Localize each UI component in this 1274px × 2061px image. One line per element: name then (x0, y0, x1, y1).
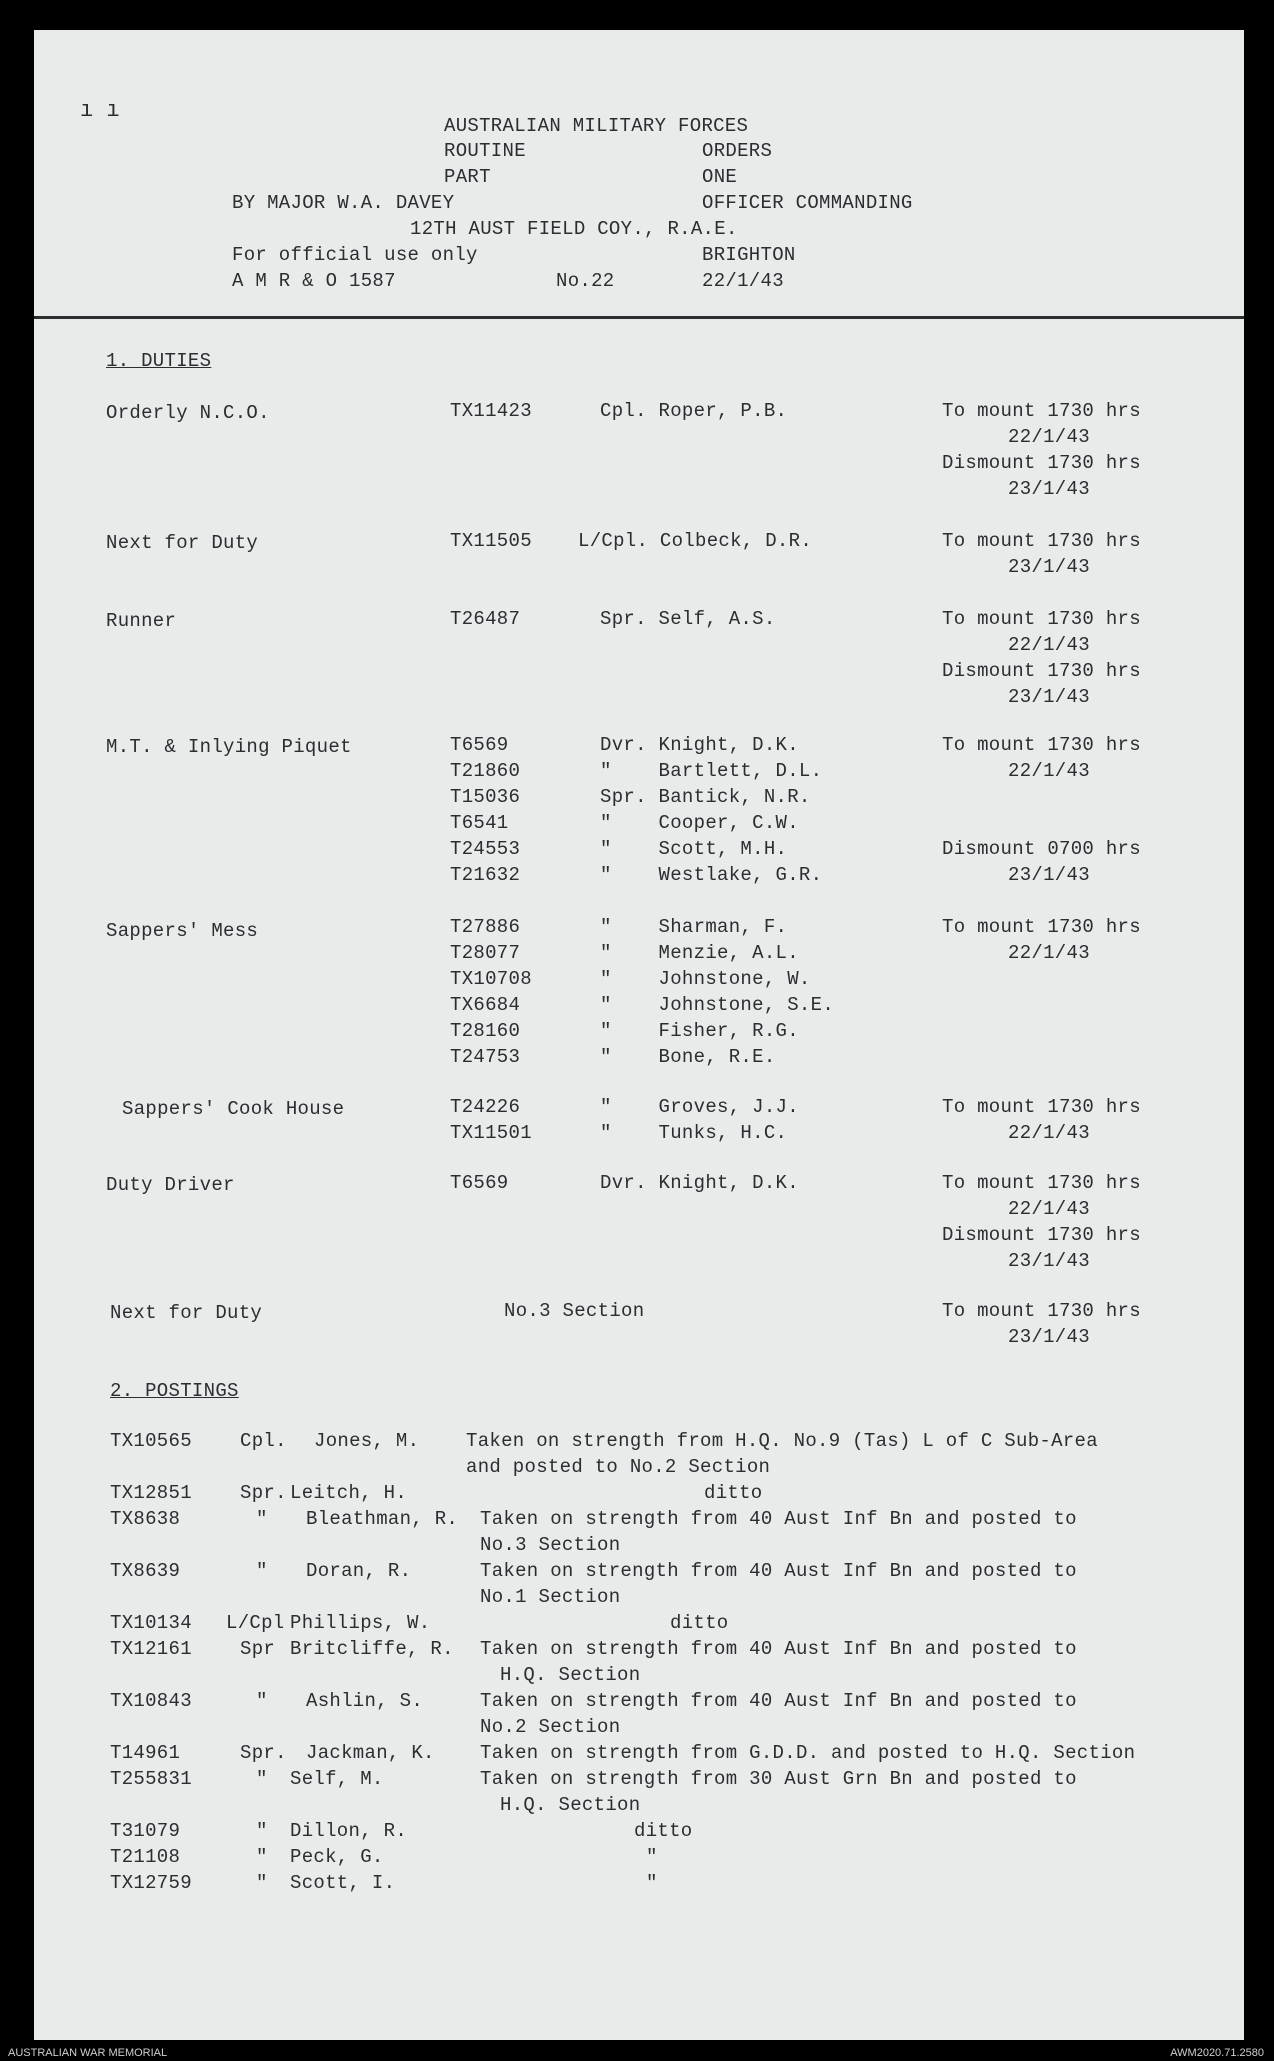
pencil-mark: ı ı (80, 98, 120, 123)
duty-number: TX11505 (450, 530, 532, 552)
footer-archive-id: AWM2020.71.2580 (1170, 2047, 1264, 2059)
header-rule (34, 316, 1244, 319)
duty-name: " Bone, R.E. (600, 1046, 776, 1068)
duty-number: T26487 (450, 608, 521, 630)
posting-text: ditto (670, 1612, 729, 1634)
duty-role: Duty Driver (106, 1174, 235, 1196)
posting-name: Scott, I. (290, 1872, 396, 1894)
posting-text: H.Q. Section (500, 1664, 641, 1686)
duty-name: " Sharman, F. (600, 916, 788, 938)
header-part: PART (444, 166, 491, 188)
posting-rank: " (256, 1846, 268, 1868)
posting-text: H.Q. Section (500, 1794, 641, 1816)
duty-name: Spr. Bantick, N.R. (600, 786, 811, 808)
posting-rank: L/Cpl (226, 1612, 285, 1634)
duty-name: " Menzie, A.L. (600, 942, 799, 964)
posting-name: Peck, G. (290, 1846, 384, 1868)
document-page (34, 30, 1244, 2040)
posting-text: Taken on strength from G.D.D. and posted to H.Q. Section (480, 1742, 1136, 1764)
duty-time: To mount 1730 hrs (942, 530, 1141, 552)
posting-name: Leitch, H. (290, 1482, 408, 1504)
posting-number: T21108 (110, 1846, 181, 1868)
duty-role: Runner (106, 610, 177, 632)
posting-text: Taken on strength from H.Q. No.9 (Tas) L of C Sub-Area (466, 1430, 1098, 1452)
posting-text: Taken on strength from 40 Aust Inf Bn and posted to (480, 1638, 1077, 1660)
duty-name: Cpl. Roper, P.B. (600, 400, 788, 422)
posting-name: Bleathman, R. (306, 1508, 459, 1530)
duty-date: 22/1/43 (1008, 426, 1090, 448)
duty-number: T28160 (450, 1020, 521, 1042)
posting-text: No.3 Section (480, 1534, 621, 1556)
duty-number: T21860 (450, 760, 521, 782)
duty-date: 23/1/43 (1008, 864, 1090, 886)
duty-time: To mount 1730 hrs (942, 608, 1141, 630)
duty-number: T24553 (450, 838, 521, 860)
footer-archive-name: AUSTRALIAN WAR MEMORIAL (8, 2047, 168, 2059)
posting-rank: " (256, 1872, 268, 1894)
duty-date: 22/1/43 (1008, 634, 1090, 656)
posting-rank: " (256, 1560, 268, 1582)
header-orders: ORDERS (702, 140, 773, 162)
duty-time: To mount 1730 hrs (942, 916, 1141, 938)
posting-name: Jackman, K. (306, 1742, 435, 1764)
posting-text: ditto (634, 1820, 693, 1842)
duty-name: " Groves, J.J. (600, 1096, 799, 1118)
posting-number: TX10843 (110, 1690, 192, 1712)
section-title-postings: 2. POSTINGS (110, 1380, 239, 1402)
duty-date: 23/1/43 (1008, 478, 1090, 500)
posting-text: No.2 Section (480, 1716, 621, 1738)
duty-number: T27886 (450, 916, 521, 938)
duty-number: T6541 (450, 812, 509, 834)
duty-role: Next for Duty (110, 1302, 263, 1324)
duty-date: 22/1/43 (1008, 1122, 1090, 1144)
header-official: For official use only (232, 244, 478, 266)
duty-role: Sappers' Cook House (122, 1098, 345, 1120)
duty-date: 23/1/43 (1008, 1326, 1090, 1348)
duty-name: " Westlake, G.R. (600, 864, 823, 886)
posting-number: TX10134 (110, 1612, 192, 1634)
posting-name: Phillips, W. (290, 1612, 431, 1634)
duty-number: T6569 (450, 1172, 509, 1194)
duty-name: " Scott, M.H. (600, 838, 788, 860)
posting-rank: " (256, 1690, 268, 1712)
posting-number: TX10565 (110, 1430, 192, 1452)
duty-date: 23/1/43 (1008, 556, 1090, 578)
header-amr: A M R & O 1587 (232, 270, 396, 292)
header-date: 22/1/43 (702, 270, 784, 292)
posting-name: Britcliffe, R. (290, 1638, 454, 1660)
duty-name: " Johnstone, S.E. (600, 994, 835, 1016)
header-number: No.22 (556, 270, 615, 292)
posting-rank: " (256, 1768, 268, 1790)
posting-text: Taken on strength from 40 Aust Inf Bn and posted to (480, 1508, 1077, 1530)
posting-number: TX12851 (110, 1482, 192, 1504)
posting-number: T14961 (110, 1742, 181, 1764)
duty-role: Next for Duty (106, 532, 259, 554)
posting-rank: Spr. (240, 1482, 287, 1504)
duty-role: M.T. & Inlying Piquet (106, 736, 352, 758)
duty-name: Spr. Self, A.S. (600, 608, 776, 630)
header-oc: OFFICER COMMANDING (702, 192, 913, 214)
duty-time: To mount 1730 hrs (942, 1096, 1141, 1118)
posting-rank: " (256, 1508, 268, 1530)
posting-rank: Cpl. (240, 1430, 287, 1452)
posting-text: " (646, 1872, 658, 1894)
header-forces: AUSTRALIAN MILITARY FORCES (444, 115, 749, 137)
duty-name: " Tunks, H.C. (600, 1122, 788, 1144)
duty-time: To mount 1730 hrs (942, 400, 1141, 422)
duty-time: Dismount 1730 hrs (942, 1224, 1141, 1246)
duty-date: 23/1/43 (1008, 686, 1090, 708)
posting-text: " (646, 1846, 658, 1868)
duty-number: T28077 (450, 942, 521, 964)
duty-section: No.3 Section (504, 1300, 645, 1322)
duty-number: T24226 (450, 1096, 521, 1118)
duty-name: Dvr. Knight, D.K. (600, 734, 799, 756)
posting-rank: Spr (240, 1638, 276, 1660)
posting-name: Doran, R. (306, 1560, 412, 1582)
section-title-duties: 1. DUTIES (106, 350, 212, 372)
duty-number: T24753 (450, 1046, 521, 1068)
posting-number: TX12759 (110, 1872, 192, 1894)
duty-name: " Fisher, R.G. (600, 1020, 799, 1042)
header-one: ONE (702, 166, 738, 188)
posting-text: Taken on strength from 30 Aust Grn Bn and posted to (480, 1768, 1077, 1790)
duty-name: L/Cpl. Colbeck, D.R. (578, 530, 813, 552)
duty-time: To mount 1730 hrs (942, 734, 1141, 756)
duty-time: Dismount 1730 hrs (942, 660, 1141, 682)
posting-text: No.1 Section (480, 1586, 621, 1608)
posting-name: Jones, M. (314, 1430, 420, 1452)
duty-name: Dvr. Knight, D.K. (600, 1172, 799, 1194)
duty-name: " Bartlett, D.L. (600, 760, 823, 782)
posting-number: TX12161 (110, 1638, 192, 1660)
duty-time: To mount 1730 hrs (942, 1172, 1141, 1194)
posting-number: T255831 (110, 1768, 192, 1790)
duty-time: To mount 1730 hrs (942, 1300, 1141, 1322)
duty-number: T21632 (450, 864, 521, 886)
duty-role: Orderly N.C.O. (106, 402, 270, 424)
duty-number: TX10708 (450, 968, 532, 990)
header-routine: ROUTINE (444, 140, 526, 162)
posting-name: Dillon, R. (290, 1820, 408, 1842)
duty-date: 22/1/43 (1008, 760, 1090, 782)
duty-time: Dismount 1730 hrs (942, 452, 1141, 474)
duty-number: T15036 (450, 786, 521, 808)
duty-date: 22/1/43 (1008, 942, 1090, 964)
posting-rank: Spr. (240, 1742, 287, 1764)
posting-rank: " (256, 1820, 268, 1842)
duty-date: 22/1/43 (1008, 1198, 1090, 1220)
duty-number: T6569 (450, 734, 509, 756)
posting-name: Self, M. (290, 1768, 384, 1790)
posting-number: TX8638 (110, 1508, 181, 1530)
header-unit: 12TH AUST FIELD COY., R.A.E. (410, 218, 738, 240)
duty-name: " Johnstone, W. (600, 968, 811, 990)
posting-text: Taken on strength from 40 Aust Inf Bn and posted to (480, 1560, 1077, 1582)
posting-text: and posted to No.2 Section (466, 1456, 771, 1478)
posting-text: Taken on strength from 40 Aust Inf Bn and posted to (480, 1690, 1077, 1712)
posting-name: Ashlin, S. (306, 1690, 424, 1712)
duty-time: Dismount 0700 hrs (942, 838, 1141, 860)
posting-number: T31079 (110, 1820, 181, 1842)
duty-date: 23/1/43 (1008, 1250, 1090, 1272)
duty-name: " Cooper, C.W. (600, 812, 799, 834)
duty-number: TX11423 (450, 400, 532, 422)
duty-number: TX6684 (450, 994, 521, 1016)
header-place: BRIGHTON (702, 244, 796, 266)
posting-text: ditto (704, 1482, 763, 1504)
duty-role: Sappers' Mess (106, 920, 259, 942)
posting-number: TX8639 (110, 1560, 181, 1582)
header-by: BY MAJOR W.A. DAVEY (232, 192, 455, 214)
duty-number: TX11501 (450, 1122, 532, 1144)
